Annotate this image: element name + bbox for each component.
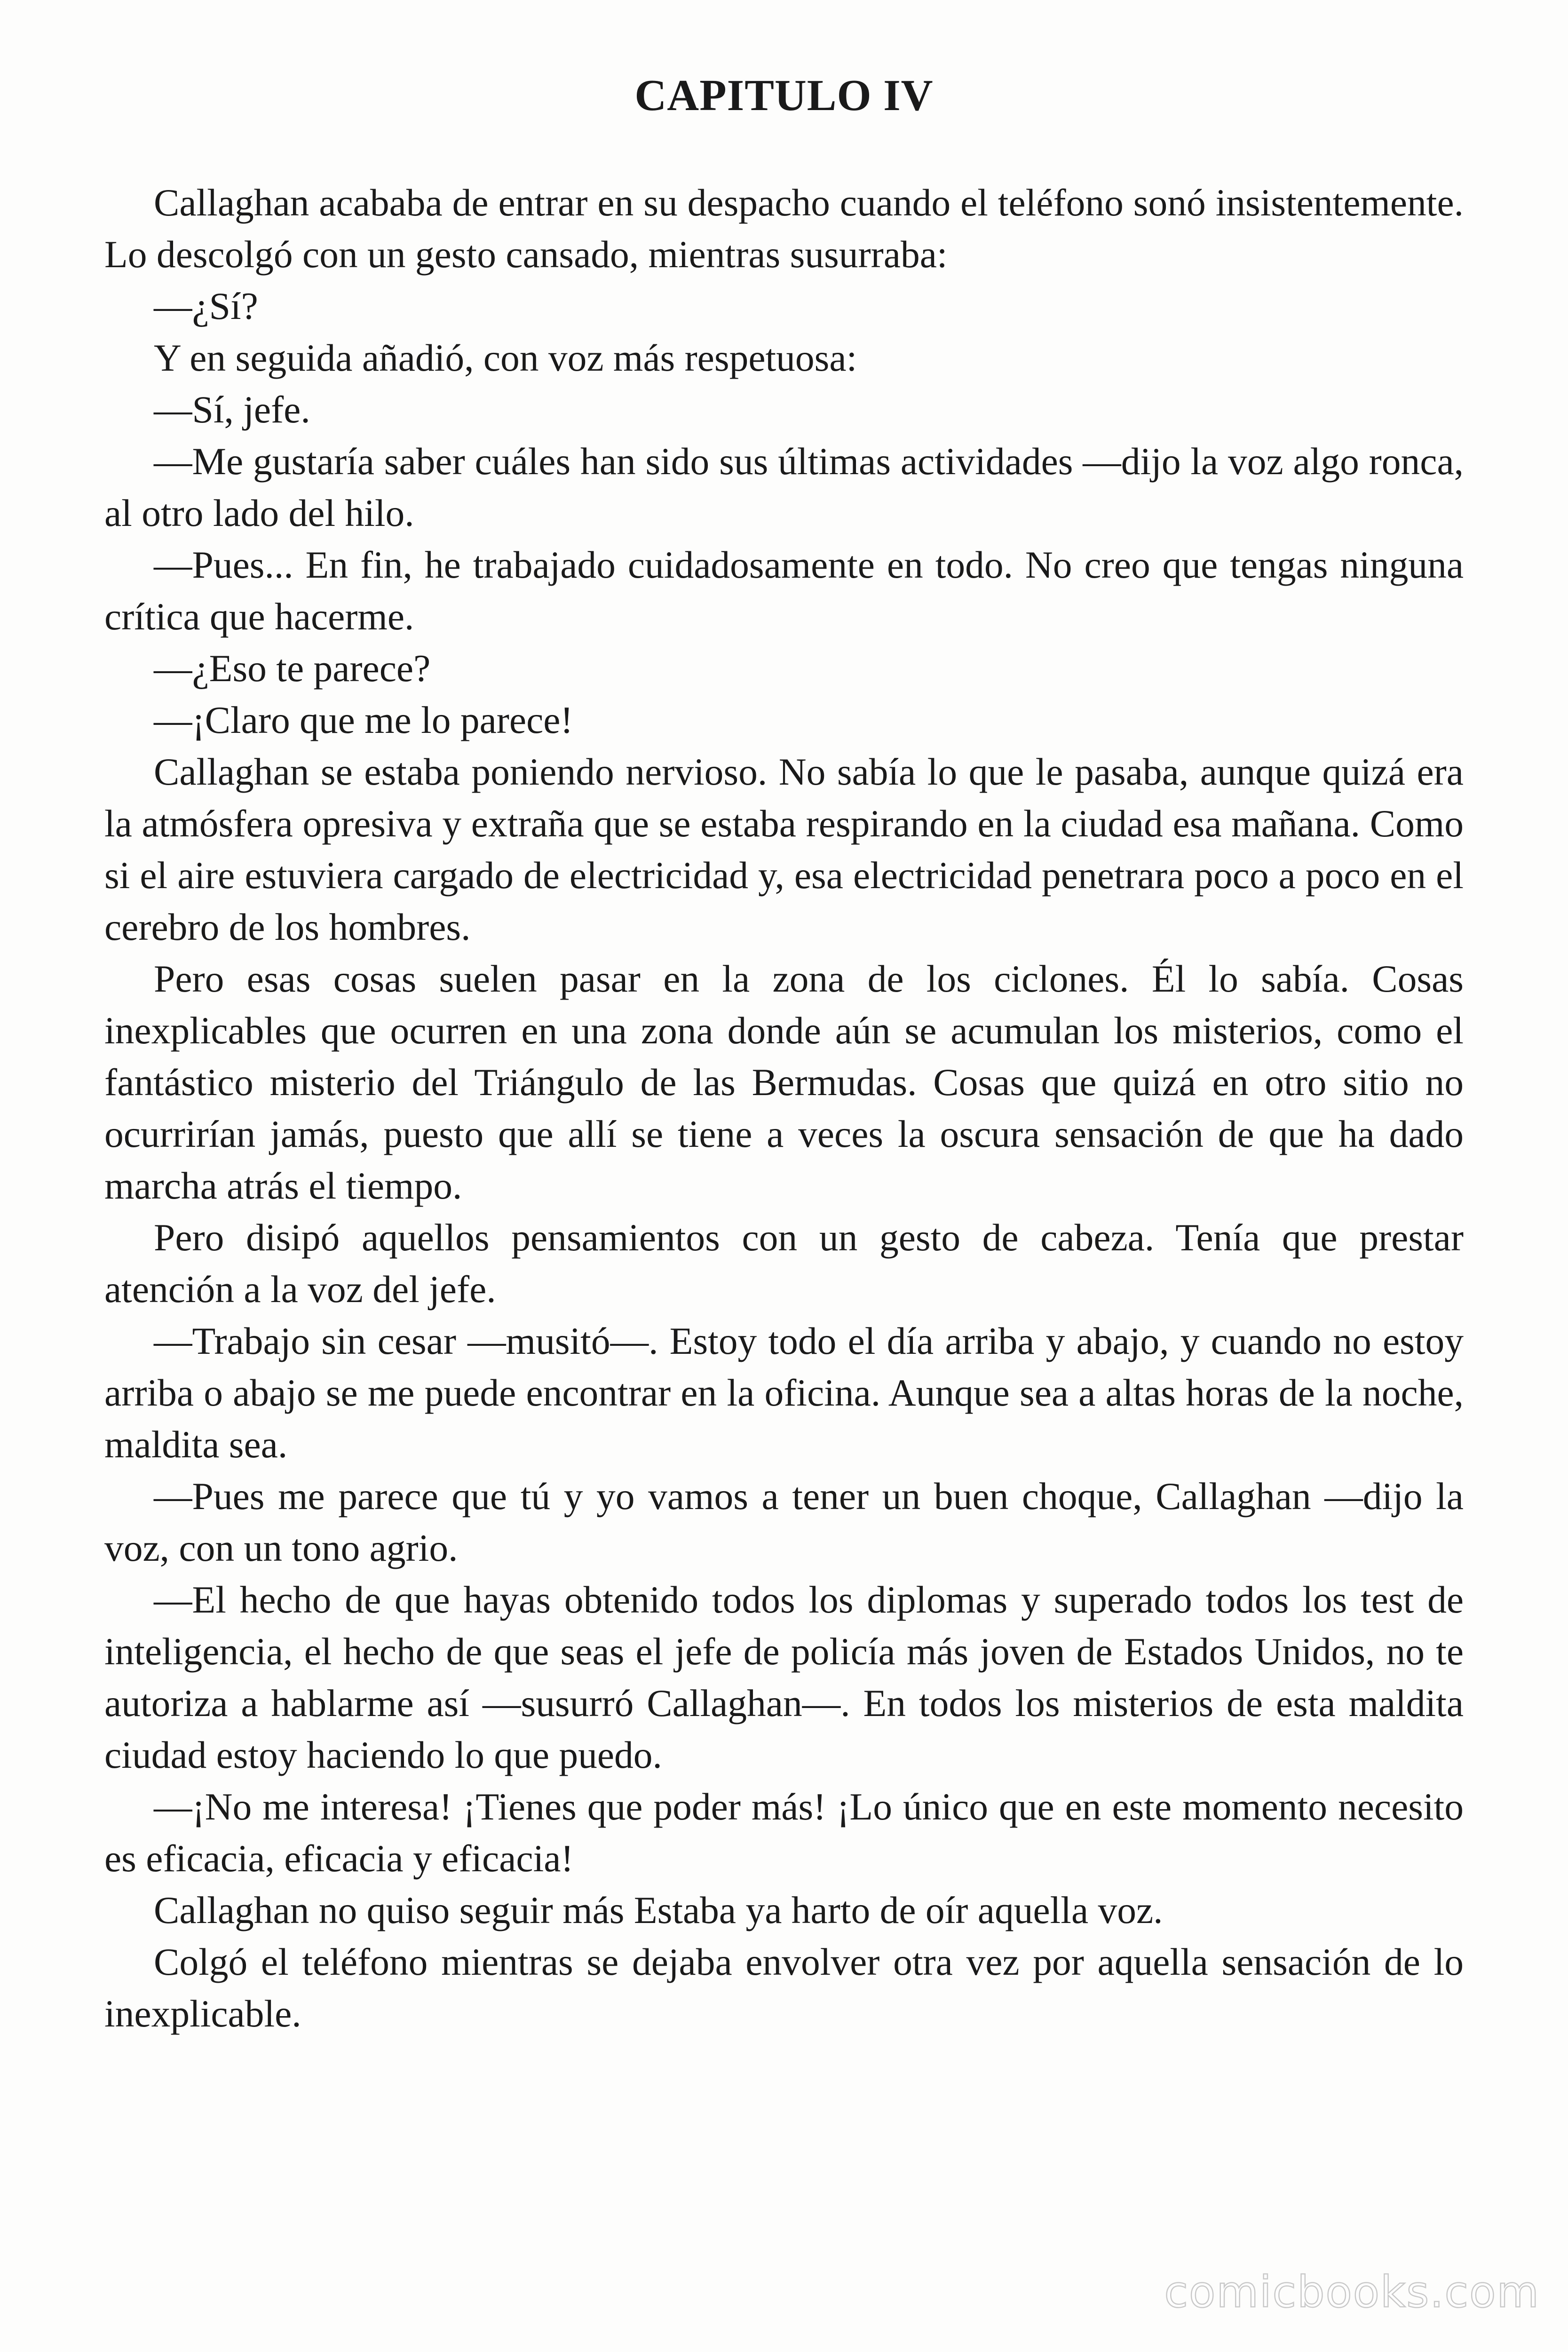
paragraph: —El hecho de que hayas obtenido todos los diplomas y superado todos los test de inteligencia, el hecho de que seas el jefe de policía más joven de Estados Unidos, no te autoriza a hablarme así —susurró Callaghan—. En todos los misterios de esta maldita ciudad estoy haciendo lo que puedo. <box>104 1578 1464 1776</box>
site-watermark: comicbooks.com <box>1164 2267 1540 2317</box>
paragraph: —¿Eso te parece? <box>154 647 431 690</box>
paragraph: Callaghan no quiso seguir más Estaba ya harto de oír aquella voz. <box>154 1889 1163 1931</box>
paragraph: —¿Sí? <box>154 285 258 327</box>
chapter-title: CAPITULO IV <box>634 71 934 120</box>
chapter-body <box>104 177 1464 2040</box>
paragraph: Pero esas cosas suelen pasar en la zona de los ciclones. Él lo sabía. Cosas inexplicables que ocurren en una zona donde aún se acumulan los misterios, como el fantástico misterio del Triángulo de las Bermudas. Cosas que quizá en otro sitio no ocurrirían jamás, puesto que allí se tiene a veces la oscura sensación de que ha dado marcha atrás el tiempo. <box>104 957 1464 1207</box>
paragraph: Callaghan acababa de entrar en su despacho cuando el teléfono sonó insistentemente. Lo descolgó con un gesto cansado, mientras susurraba: <box>104 181 1464 276</box>
paragraph: —Pues me parece que tú y yo vamos a tener un buen choque, Callaghan —dijo la voz, con un tono agrio. <box>104 1475 1464 1569</box>
paragraph: —¡Claro que me lo parece! <box>154 699 573 741</box>
paragraph: —¡No me interesa! ¡Tienes que poder más! ¡Lo único que en este momento necesito es eficacia, eficacia y eficacia! <box>104 1785 1464 1880</box>
paragraph: —Pues... En fin, he trabajado cuidadosamente en todo. No creo que tengas ninguna crítica que hacerme. <box>104 543 1464 638</box>
paragraph: Colgó el teléfono mientras se dejaba envolver otra vez por aquella sensación de lo inexplicable. <box>104 1940 1464 2035</box>
book-page <box>104 0 1464 2352</box>
paragraph: —Trabajo sin cesar —musitó—. Estoy todo el día arriba y abajo, y cuando no estoy arriba o abajo se me puede encontrar en la oficina. Aunque sea a altas horas de la noche, maldita sea. <box>104 1319 1464 1466</box>
paragraph: Y en seguida añadió, con voz más respetuosa: <box>154 336 857 379</box>
paragraph: —Sí, jefe. <box>154 388 310 431</box>
paragraph: Pero disipó aquellos pensamientos con un gesto de cabeza. Tenía que prestar atención a la voz del jefe. <box>104 1216 1464 1311</box>
paragraph: —Me gustaría saber cuáles han sido sus últimas actividades —dijo la voz algo ronca, al otro lado del hilo. <box>104 440 1464 534</box>
paragraph: Callaghan se estaba poniendo nervioso. No sabía lo que le pasaba, aunque quizá era la atmósfera opresiva y extraña que se estaba respirando en la ciudad esa mañana. Como si el aire estuviera cargado de electricidad y, esa electricidad penetrara poco a poco en el cerebro de los hombres. <box>104 750 1464 948</box>
